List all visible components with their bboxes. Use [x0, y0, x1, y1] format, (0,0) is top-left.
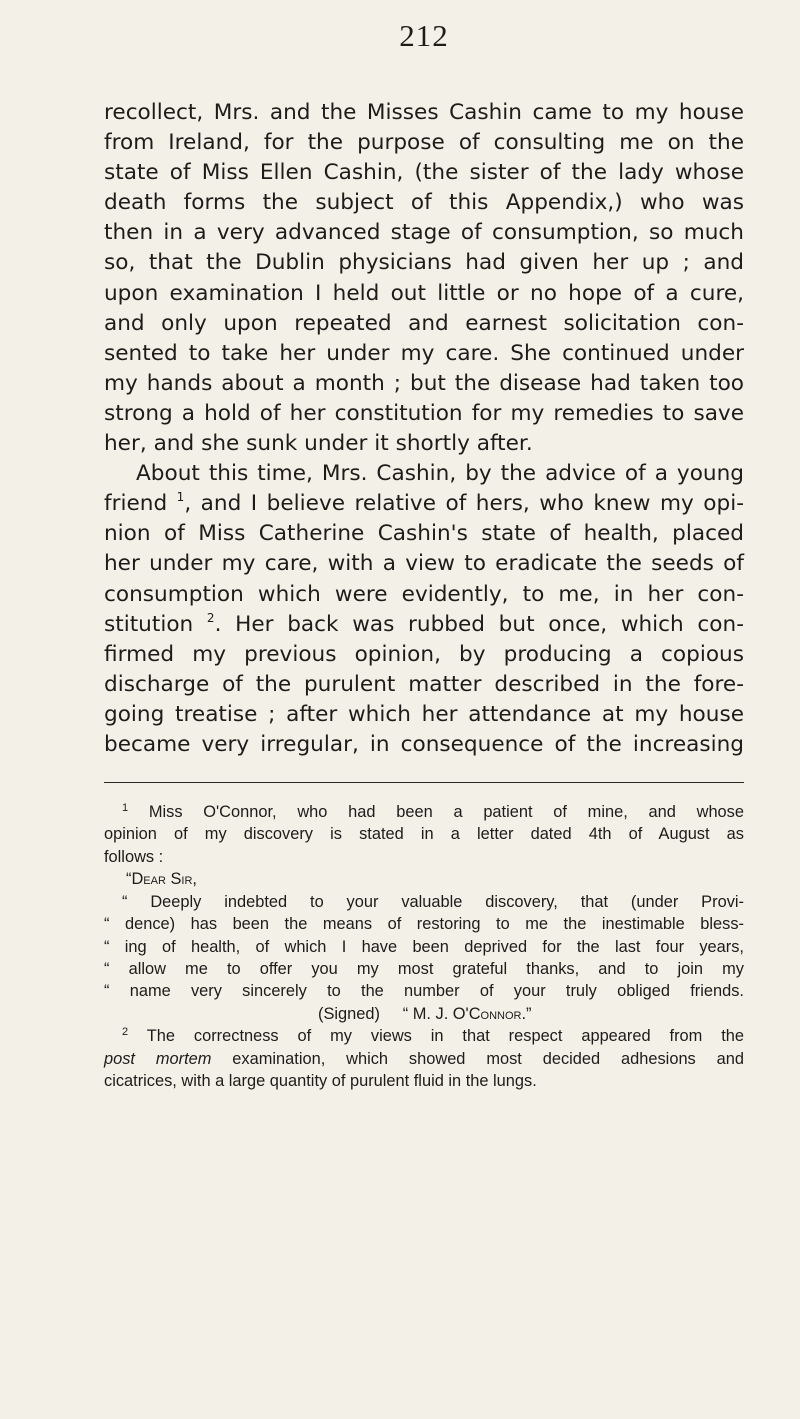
- text-line: death forms the subject of this Appendix,) who was: [104, 190, 744, 216]
- text-line: from Ireland, for the purpose of consulting me on the: [104, 130, 744, 156]
- letter-line: “ allow me to offer you my most grateful thanks, and to join my: [104, 959, 744, 978]
- italic-term: post mortem: [104, 1049, 212, 1068]
- footnote-line: [104, 801, 744, 823]
- text-fragment: Miss O'Connor, who had been a patient of mine, and whose: [148, 803, 744, 822]
- text-line: recollect, Mrs. and the Misses Cashin came to my house: [104, 100, 744, 125]
- text-line: her, and she sunk under it shortly after.: [104, 431, 533, 457]
- paragraph-2: [104, 459, 744, 760]
- text-line: going treatise ; after which her attendance at my house: [104, 701, 744, 727]
- text-fragment: . Her back was rubbed but once, which con-: [214, 611, 744, 637]
- text-line: and only upon repeated and earnest solicitation con-: [104, 310, 744, 336]
- text-line: firmed my previous opinion, by producing a copious: [104, 641, 744, 667]
- text-line-with-footnote-ref: [104, 489, 744, 519]
- paragraph-1: [104, 98, 744, 459]
- text-line: so, that the Dublin physicians had given her up ; and: [104, 250, 744, 276]
- text-fragment: examination, which showed most decided adhesions and: [211, 1049, 744, 1068]
- text-line: upon examination I held out little or no hope of a cure,: [104, 280, 744, 306]
- footnote-marker-2: 2: [122, 1026, 129, 1039]
- text-line: About this time, Mrs. Cashin, by the advice of a young: [136, 461, 744, 487]
- text-line: discharge of the purulent matter described in the fore-: [104, 671, 744, 697]
- text-line: nion of Miss Catherine Cashin's state of health, placed: [104, 521, 744, 547]
- footnote-line: [104, 1048, 744, 1070]
- text-line: my hands about a month ; but the disease had taken too: [104, 370, 744, 396]
- main-text: [104, 98, 744, 760]
- text-line: her under my care, with a view to eradicate the seeds of: [104, 551, 744, 577]
- footnote-divider: [104, 782, 744, 783]
- text-line: strong a hold of her constitution for my remedies to save: [104, 400, 744, 426]
- text-line: state of Miss Ellen Cashin, (the sister of the lady whose: [104, 160, 744, 186]
- letter-line: “ name very sincerely to the number of your truly obliged friends.: [104, 982, 744, 1001]
- footnote-line: [104, 1025, 744, 1047]
- footnote-2: [104, 1025, 744, 1092]
- signature-name: “ M. J. O'Connor.”: [402, 1004, 532, 1023]
- text-line: became very irregular, in consequence of the increasing: [104, 731, 744, 757]
- text-line: sented to take her under my care. She continued under: [104, 340, 744, 366]
- text-line: then in a very advanced stage of consumption, so much: [104, 220, 744, 246]
- page-number: 212: [399, 18, 449, 53]
- footnotes: [104, 801, 744, 1092]
- letter-signature-line: [104, 1003, 744, 1025]
- footnote-line: opinion of my discovery is stated in a letter dated 4th of August as: [104, 825, 744, 844]
- letter-line: “ ing of health, of which I have been deprived for the last four years,: [104, 937, 744, 956]
- signed-label: (Signed): [318, 1004, 380, 1023]
- text-line-with-footnote-ref: [104, 610, 744, 640]
- footnote-marker-1: 1: [122, 802, 129, 815]
- footnote-1: [104, 801, 744, 1025]
- footnote-ref-2[interactable]: 2: [206, 610, 215, 625]
- text-line: consumption which were evidently, to me, in her con-: [104, 581, 744, 607]
- footnote-line: follows :: [104, 847, 164, 866]
- letter-line: “ dence) has been the means of restoring to me the inestimable bless-: [104, 915, 744, 934]
- book-page: [104, 18, 744, 1092]
- footnote-line: cicatrices, with a large quantity of purulent fluid in the lungs.: [104, 1071, 537, 1090]
- letter-salutation: “Dear Sir,: [126, 870, 197, 889]
- text-fragment: friend: [104, 491, 177, 517]
- footnote-ref-1[interactable]: 1: [176, 490, 185, 505]
- text-fragment: , and I believe relative of hers, who knew my opi-: [184, 491, 744, 517]
- letter-line: “ Deeply indebted to your valuable discovery, that (under Provi-: [122, 892, 744, 911]
- text-fragment: stitution: [104, 611, 207, 637]
- text-fragment: The correctness of my views in that respect appeared from the: [146, 1027, 744, 1046]
